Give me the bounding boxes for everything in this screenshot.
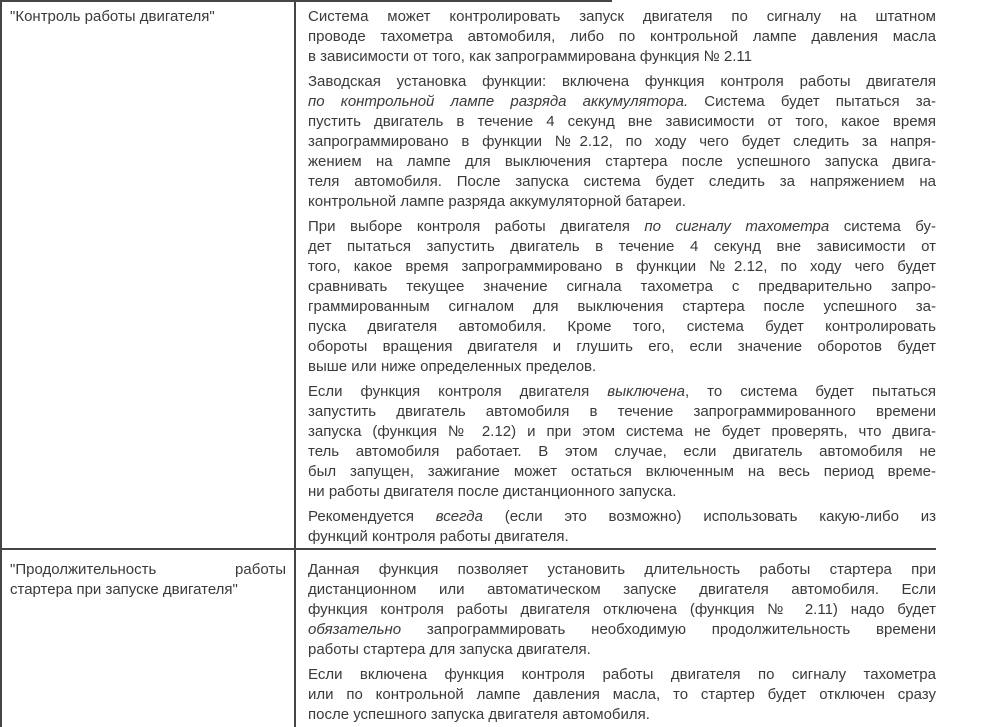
text-segment: после успешного запуска двигателя автомобиля.: [308, 706, 650, 723]
table-left-border: [0, 0, 2, 727]
text-line: [308, 600, 936, 620]
text-segment: жением на лампе для выключения стартера после успешного запуска двига-: [308, 153, 936, 170]
text-line: [308, 527, 936, 547]
text-line: [308, 217, 936, 237]
text-line: [308, 237, 936, 257]
paragraph: [308, 7, 936, 67]
definition-cell: [308, 560, 936, 725]
text-line: [308, 257, 936, 277]
text-line: [308, 705, 936, 725]
definition-cell: [308, 7, 936, 547]
italic-text-segment: по сигналу тахометра: [644, 218, 830, 235]
text-segment: (если это возможно) использовать какую-либо из: [482, 508, 936, 525]
text-segment: сравнивать текущее значение сигнала тахометра с предварительно запро-: [308, 278, 936, 295]
text-segment: дистанционном или автоматическом запуске двигателя автомобиля. Если: [308, 581, 936, 598]
text-line: [308, 277, 936, 297]
text-line: [308, 297, 936, 317]
text-segment: Данная функция позволяет установить длительность работы стартера при: [308, 561, 936, 578]
text-line: [308, 560, 936, 580]
text-line: [308, 152, 936, 172]
text-line: [308, 442, 936, 462]
term-cell: [10, 7, 286, 27]
text-line: [308, 482, 936, 502]
text-line: [10, 7, 286, 27]
column-divider: [294, 0, 296, 727]
text-line: [308, 27, 936, 47]
italic-text-segment: выключена: [607, 383, 685, 400]
text-line: [308, 192, 936, 212]
text-line: [308, 92, 936, 112]
text-segment: функция контроля работы двигателя отключена (функция № 2.11) надо будет: [308, 601, 936, 618]
text-line: [308, 685, 936, 705]
paragraph: [308, 665, 936, 725]
text-segment: стартера при запуске двигателя": [10, 581, 238, 598]
text-line: [308, 665, 936, 685]
text-line: [308, 357, 936, 377]
text-segment: работы стартера для запуска двигателя.: [308, 641, 591, 658]
paragraph: [308, 72, 936, 212]
text-line: [10, 560, 286, 580]
text-line: [308, 422, 936, 442]
text-segment: запустить двигатель автомобиля в течение запрограммированного времени: [308, 403, 936, 420]
text-segment: теля автомобиля. После запуска система будет следить за напряжением на: [308, 173, 936, 190]
text-segment: запрограммировать необходимую продолжительность времени: [401, 621, 936, 638]
text-segment: "Продолжительность работы: [10, 561, 286, 578]
text-line: [308, 382, 936, 402]
text-line: [308, 640, 936, 660]
text-segment: запуска (функция № 2.12) и при этом система не будет проверять, что двига-: [308, 423, 936, 440]
italic-text-segment: по контрольной лампе разряда аккумулятора.: [308, 93, 689, 110]
text-segment: был запущен, зажигание может остаться включенным на весь период време-: [308, 463, 936, 480]
text-segment: функций контроля работы двигателя.: [308, 528, 569, 545]
text-segment: пустить двигатель в течение 4 секунд вне зависимости от того, какое время: [308, 113, 936, 130]
text-segment: или по контрольной лампе давления масла, то стартер будет отключен сразу: [308, 686, 936, 703]
text-line: [308, 7, 936, 27]
text-segment: в зависимости от того, как запрограммирована функция № 2.11: [308, 48, 752, 65]
term-cell: [10, 560, 286, 600]
text-segment: тель автомобиля работает. В этом случае, если двигатель автомобиля не: [308, 443, 936, 460]
text-segment: , то система будет пытаться: [684, 383, 936, 400]
text-line: [10, 580, 286, 600]
text-line: [308, 580, 936, 600]
text-line: [308, 507, 936, 527]
text-line: [308, 72, 936, 92]
text-line: [308, 402, 936, 422]
text-segment: пуска двигателя автомобиля. Кроме того, система будет контролировать: [308, 318, 936, 335]
italic-text-segment: всегда: [435, 508, 483, 525]
paragraph: [308, 382, 936, 502]
text-segment: граммированным сигналом для выключения стартера после успешного за-: [308, 298, 936, 315]
text-segment: "Контроль работы двигателя": [10, 8, 215, 25]
table-top-border: [0, 0, 612, 2]
paragraph: [308, 507, 936, 547]
text-segment: дет пытаться запустить двигатель в течение 4 секунд вне зависимости от: [308, 238, 936, 255]
text-segment: система бу-: [829, 218, 937, 235]
text-segment: Система будет пытаться за-: [688, 93, 936, 110]
text-segment: Заводская установка функции: включена функция контроля работы двигателя: [308, 73, 936, 90]
paragraph: [308, 217, 936, 377]
text-segment: обороты вращения двигателя и глушить его, если значение оборотов будет: [308, 338, 936, 355]
text-line: [308, 337, 936, 357]
text-segment: Система может контролировать запуск двигателя по сигналу на штатном: [308, 8, 936, 25]
text-line: [308, 172, 936, 192]
text-segment: запрограммировано в функции №2.12, по ходу чего будет следить за напря-: [308, 133, 936, 150]
row-divider: [0, 548, 936, 550]
text-segment: ни работы двигателя после дистанционного запуска.: [308, 483, 677, 500]
text-segment: того, какое время запрограммировано в функции №2.12, по ходу чего будет: [308, 258, 936, 275]
text-line: [308, 132, 936, 152]
text-segment: выше или ниже определенных пределов.: [308, 358, 597, 375]
text-segment: контрольной лампе разряда аккумуляторной батареи.: [308, 193, 686, 210]
text-segment: При выборе контроля работы двигателя: [308, 218, 645, 235]
text-line: [308, 620, 936, 640]
text-segment: Если включена функция контроля работы двигателя по сигналу тахометра: [308, 666, 936, 683]
text-line: [308, 317, 936, 337]
text-segment: Рекомендуется: [308, 508, 436, 525]
italic-text-segment: обязательно: [308, 621, 402, 638]
paragraph: [308, 560, 936, 660]
text-segment: Если функция контроля двигателя: [308, 383, 608, 400]
text-line: [308, 462, 936, 482]
text-line: [308, 112, 936, 132]
text-segment: проводе тахометра автомобиля, либо по контрольной лампе давления масла: [308, 28, 936, 45]
text-line: [308, 47, 936, 67]
